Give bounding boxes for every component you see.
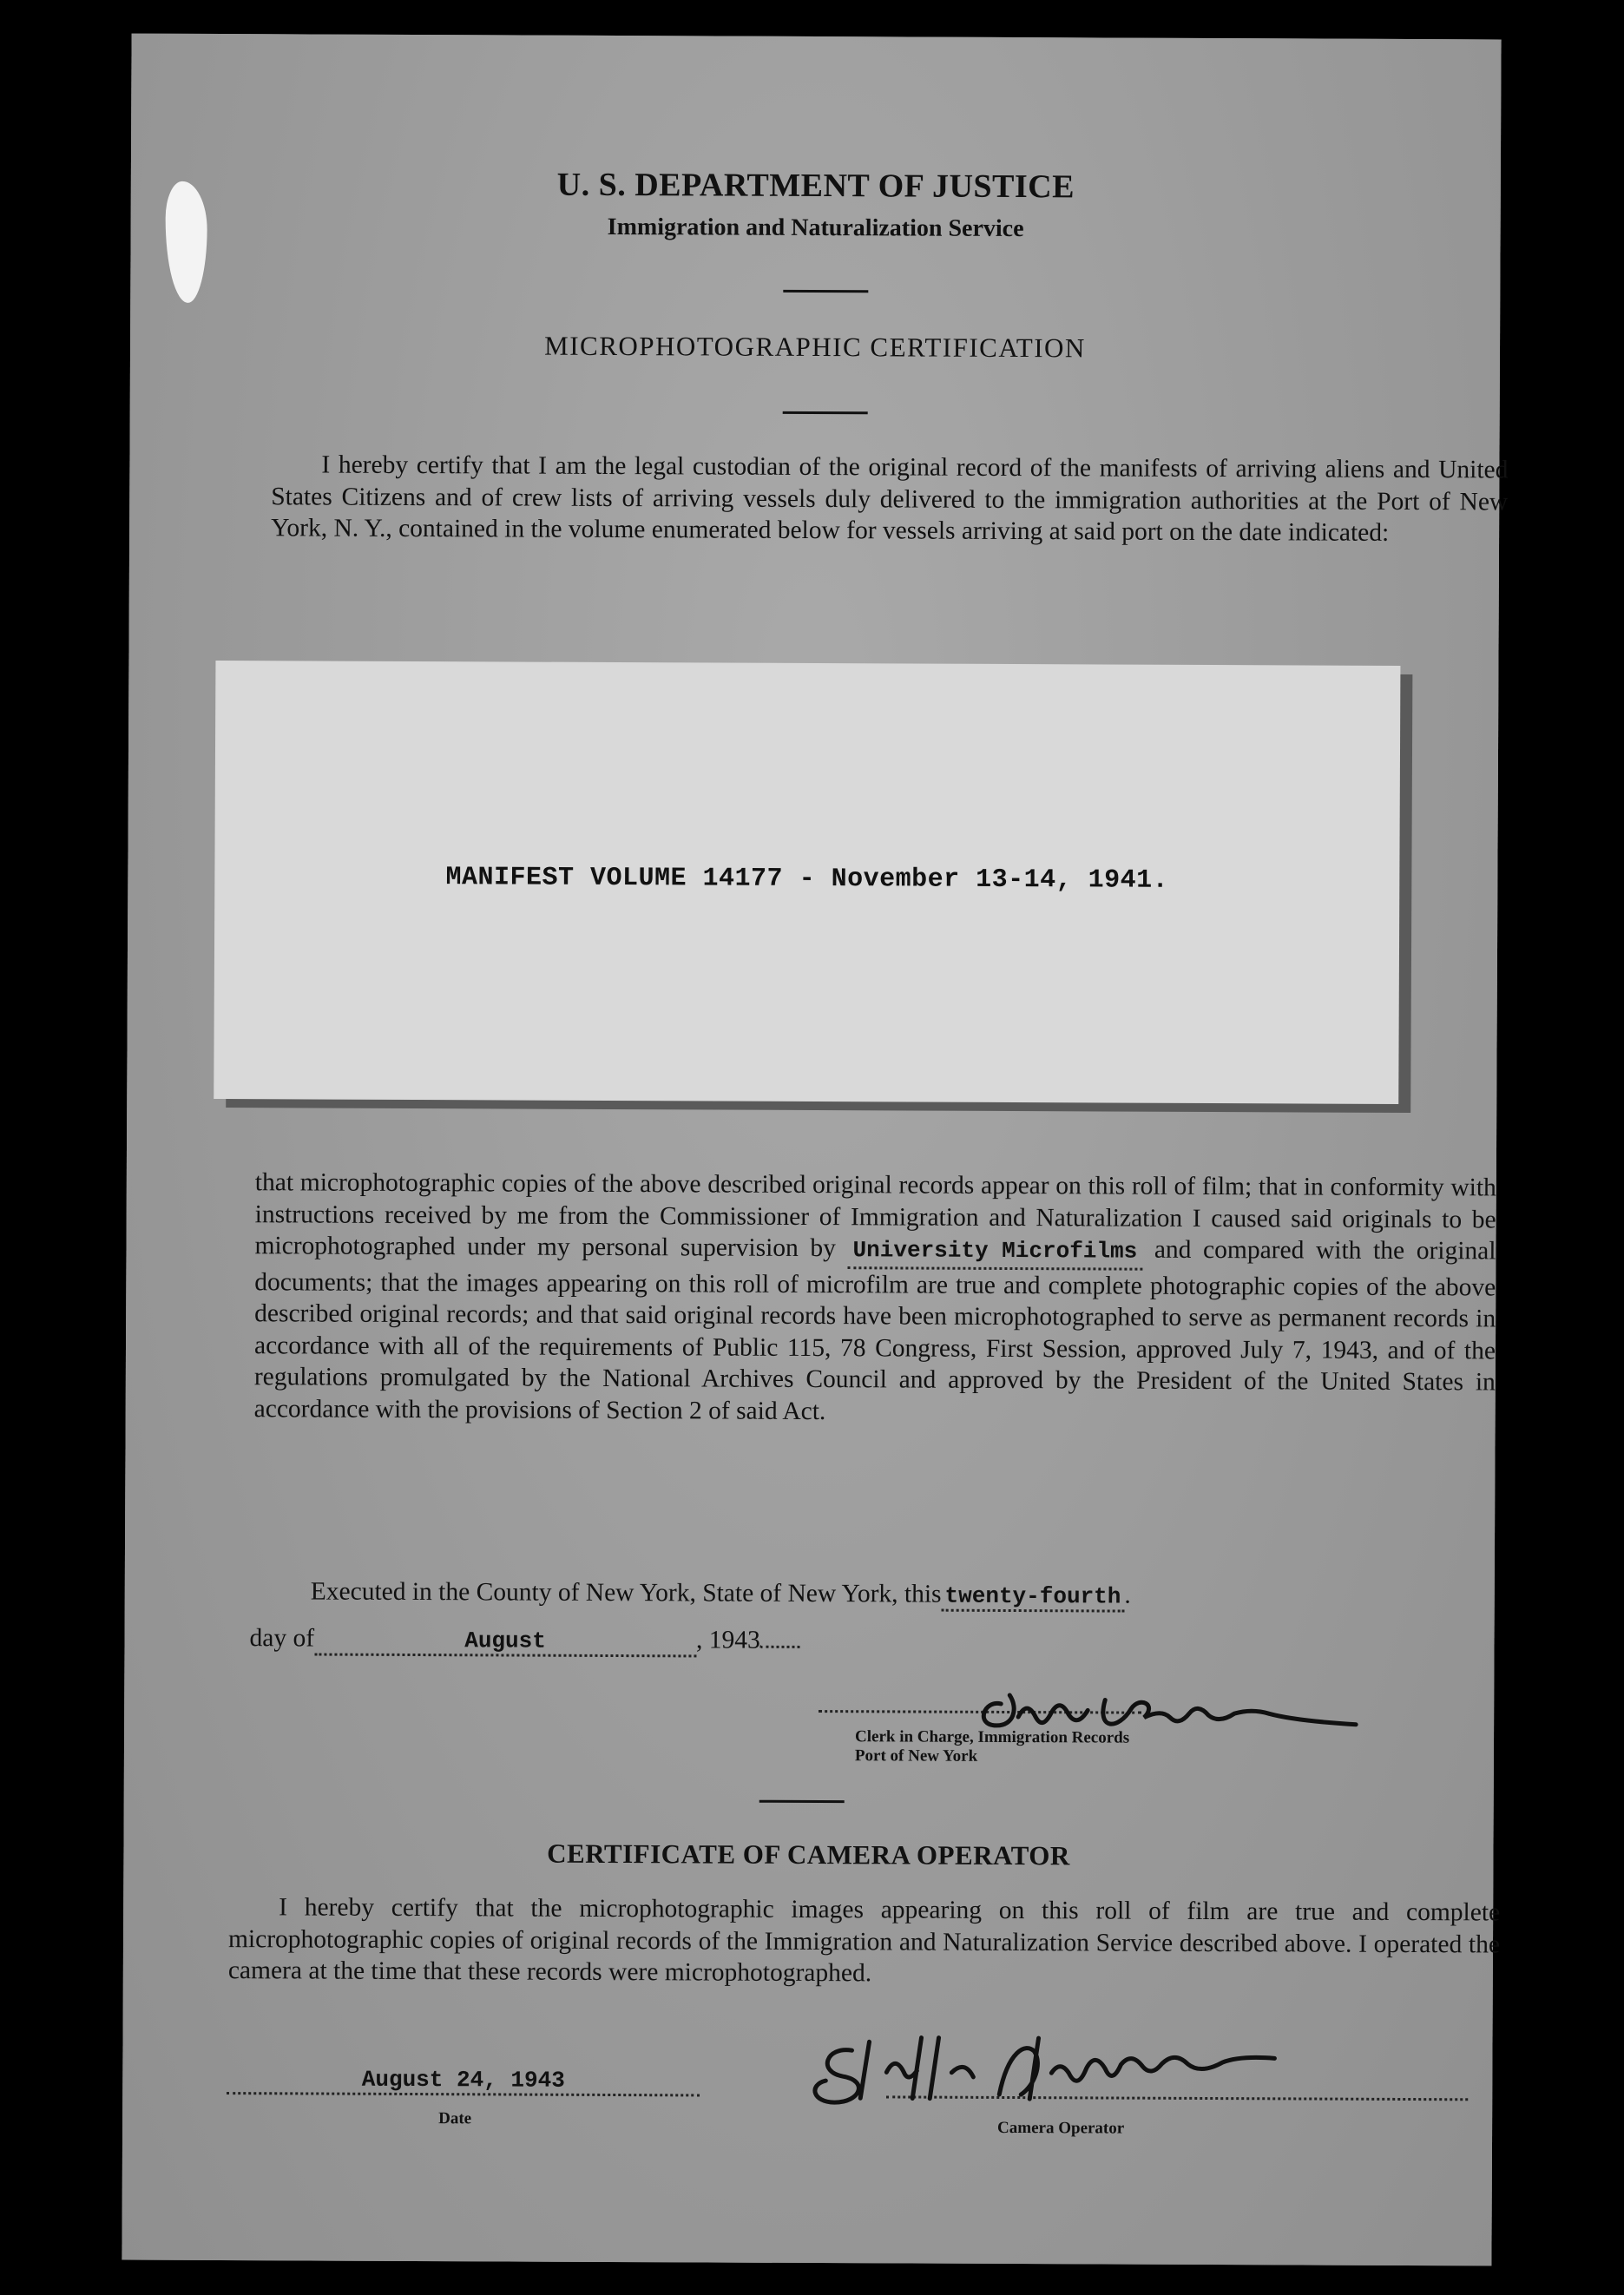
certificate-page	[122, 34, 1509, 2266]
executed-line: Executed in the County of New York, State of New York, this twenty-fourth .	[311, 1577, 1131, 1612]
day-of-label: day of	[249, 1624, 315, 1653]
date-label: Date	[438, 2109, 472, 2128]
department-heading: U. S. DEPARTMENT OF JUSTICE	[556, 166, 1075, 206]
executed-prefix: Executed in the County of New York, State of New York, this	[310, 1577, 942, 1608]
photographer-field	[847, 1233, 1142, 1270]
body-suffix: and compared with the original documents; that the images appearing on this roll of microfilm are true and complete photographic copies of the above described original records; and that said original records have been microphotographed to serve as permanent records in accordance with all of the requirements of Public 115, 78 Congress, First Session, approved July 7, 1943, and of the regulations promulgated by the National Archives Council and approved by the President of the United States in accordance with the provisions of Section 2 of said Act.	[253, 1235, 1496, 1425]
month-value: August	[464, 1628, 546, 1654]
divider	[759, 1800, 845, 1803]
day-of-line	[249, 1624, 799, 1658]
service-subheading: Immigration and Naturalization Service	[607, 213, 1024, 243]
body-prefix: that microphotographic copies of the above described original records appear on this roll of film; that in conformity with instructions received by me from the Commissioner of Immigration and Naturalization I caused said originals to be microphotographed under my personal supervision by	[254, 1168, 1496, 1263]
month-field	[314, 1625, 696, 1658]
body-paragraph	[254, 1167, 1496, 1430]
clerk-title-line2: Port of New York	[854, 1746, 978, 1766]
date-field	[227, 2063, 700, 2096]
divider	[783, 411, 868, 414]
date-value: August 24, 1943	[361, 2066, 565, 2094]
year-text: , 1943	[696, 1626, 760, 1654]
camera-operator-title: CERTIFICATE OF CAMERA OPERATOR	[547, 1838, 1070, 1871]
executed-day: twenty-fourth	[944, 1582, 1121, 1610]
executed-day-field	[941, 1581, 1124, 1613]
divider	[783, 290, 868, 293]
operator-signature	[799, 2024, 1338, 2122]
clerk-title-line1: Clerk in Charge, Immigration Records	[855, 1727, 1130, 1747]
volume-slip	[214, 661, 1400, 1104]
photographer-name: University Microfilms	[852, 1237, 1138, 1265]
clerk-title	[855, 1727, 1129, 1766]
certification-title: MICROPHOTOGRAPHIC CERTIFICATION	[544, 330, 1086, 364]
camera-operator-paragraph: I hereby certify that the microphotographic images appearing on this roll of film are true and complete microphotographic copies of original records of the Immigration and Naturalization Service described above. I operated the camera at the time that these records were microphotographed.	[227, 1893, 1501, 1988]
operator-label: Camera Operator	[997, 2118, 1125, 2138]
manifest-volume-text: MANIFEST VOLUME 14177 - November 13-14, 1941.	[445, 863, 1169, 896]
intro-paragraph: I hereby certify that I am the legal custodian of the original record of the manifests of arriving aliens and United States Citizens and of crew lists of arriving vessels duly delivered to the immigration authorities at the Port of New York, N. Y., contained in the volume enumerated below for vessels arriving at said port on the date indicated:	[271, 450, 1509, 547]
